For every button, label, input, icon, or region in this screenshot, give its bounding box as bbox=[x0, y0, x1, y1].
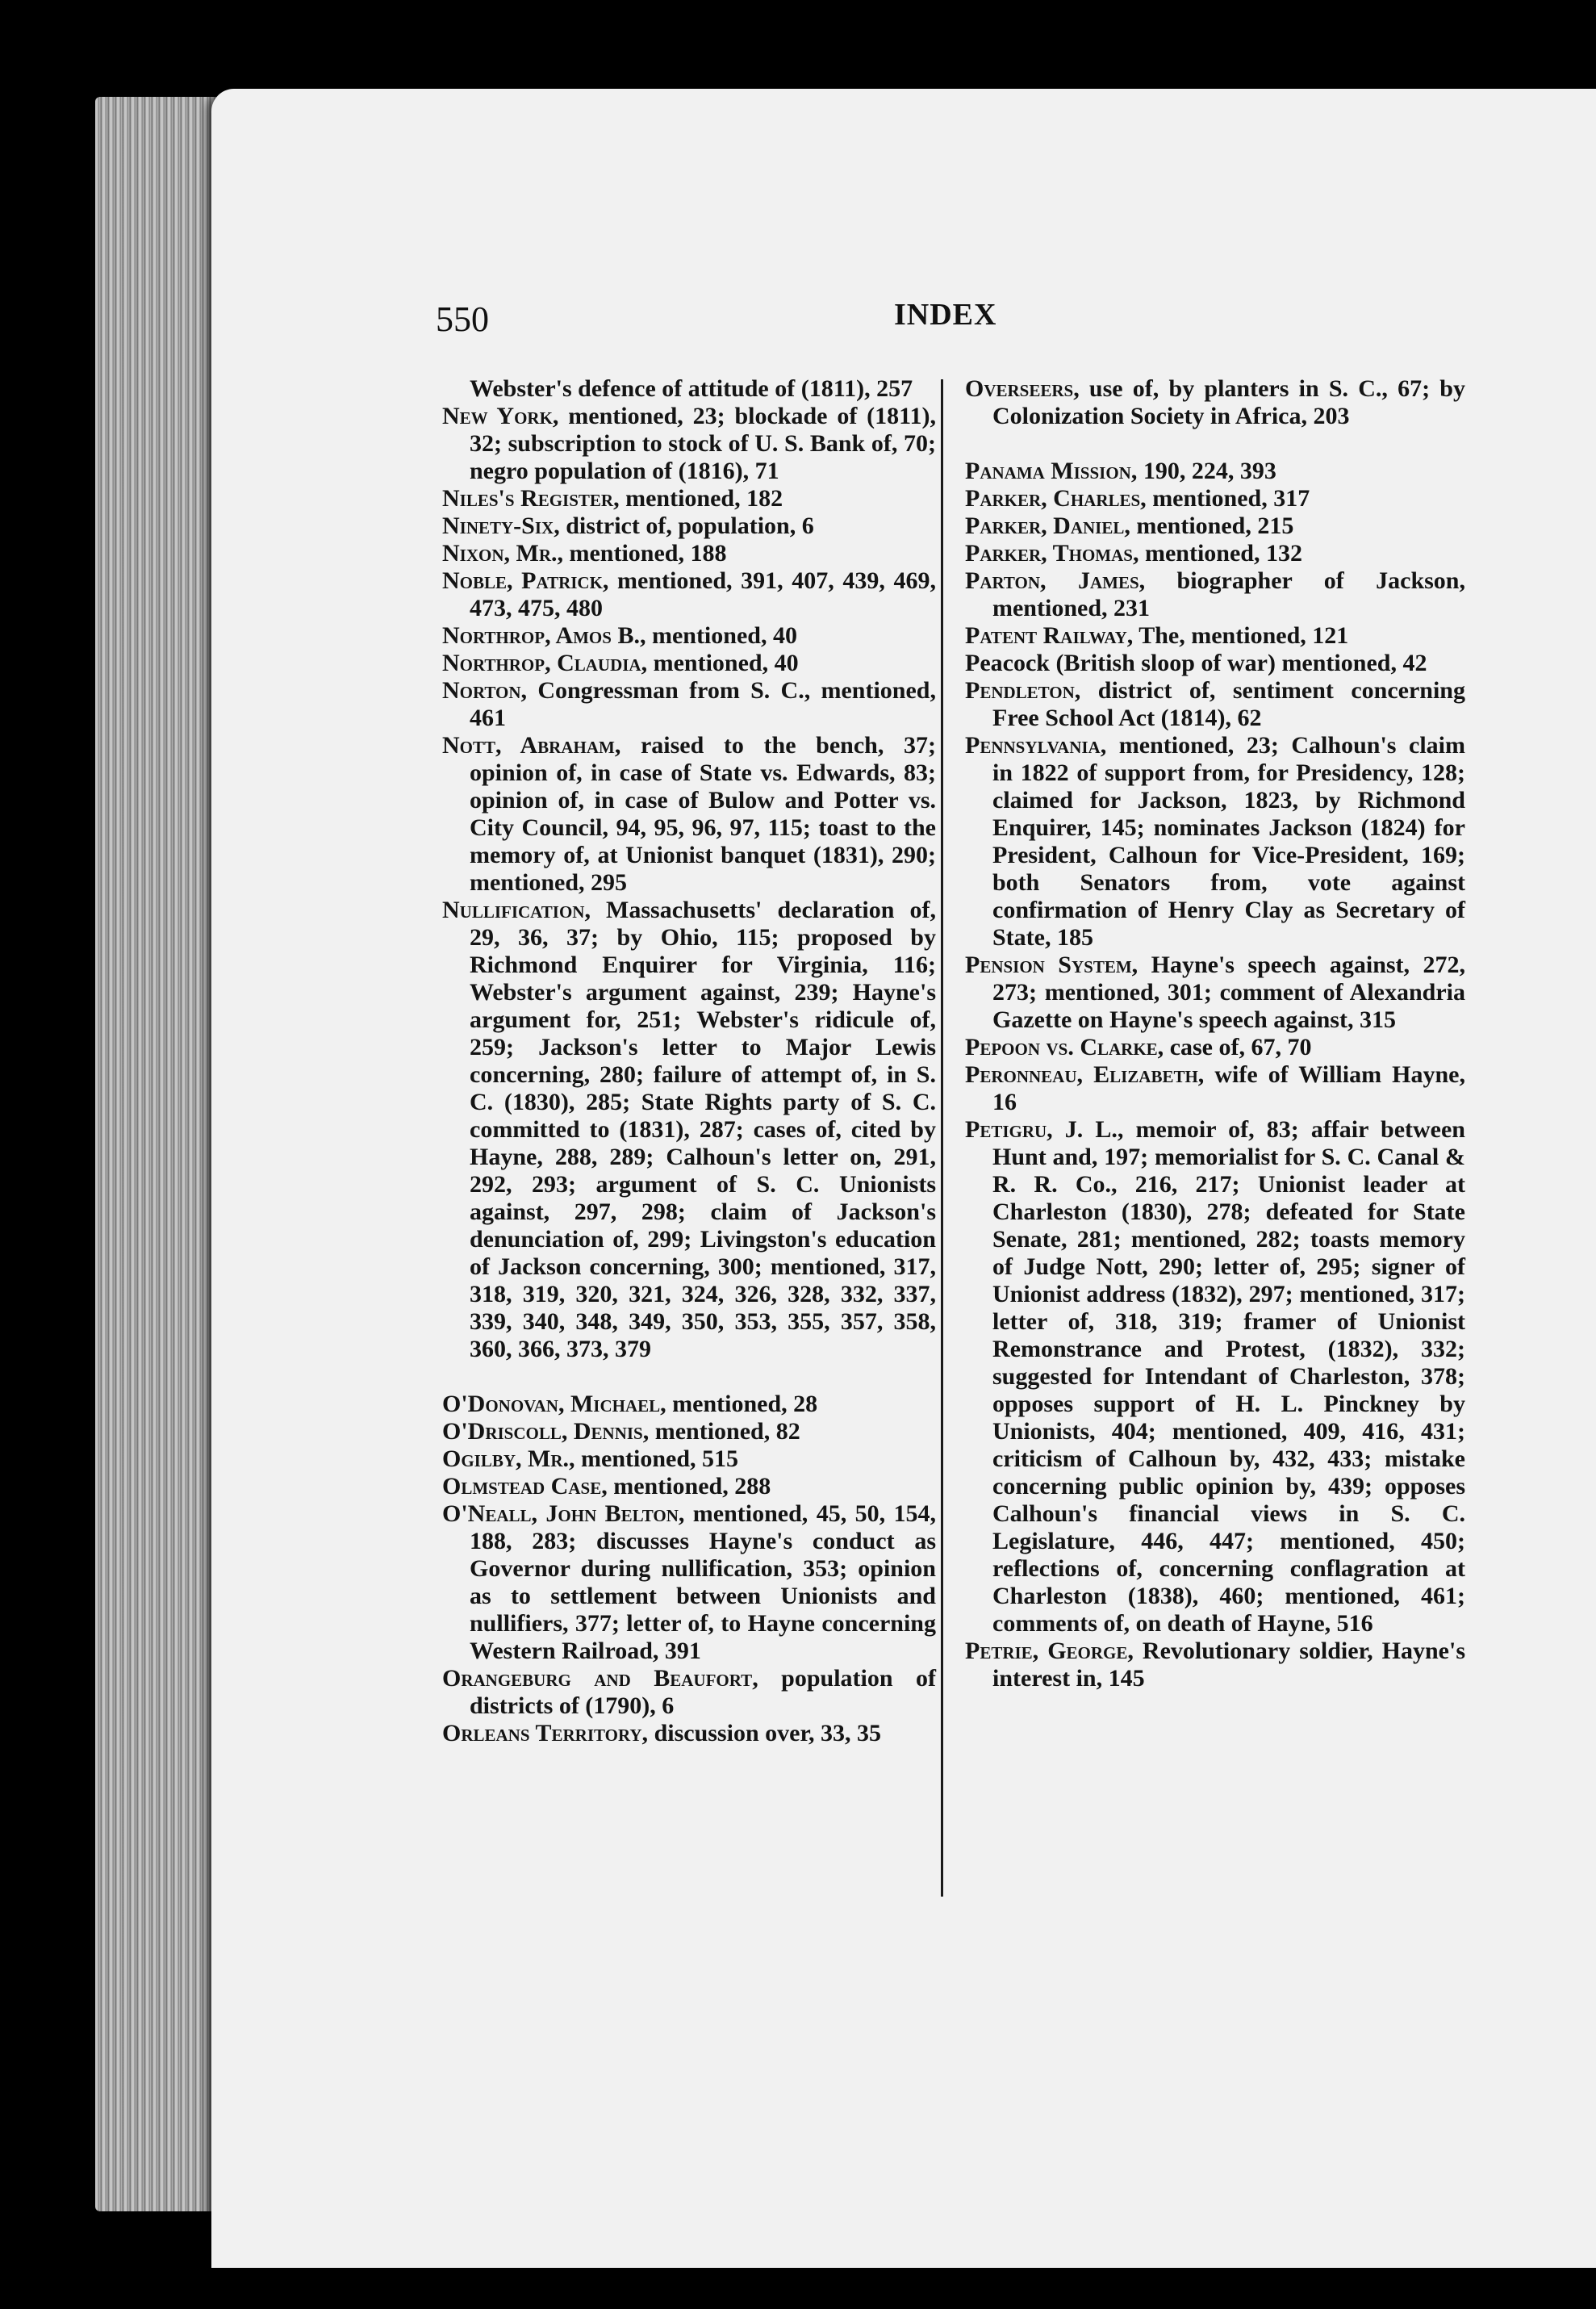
index-text: mentioned, 182 bbox=[619, 485, 783, 512]
index-entry bbox=[442, 1473, 936, 1500]
index-heading: O'Driscoll, Dennis, bbox=[442, 1418, 650, 1445]
index-entry bbox=[965, 375, 1465, 430]
index-text: wife of William Hayne, 16 bbox=[992, 1061, 1465, 1115]
index-entry bbox=[442, 1445, 936, 1473]
index-text: mentioned, 82 bbox=[649, 1418, 800, 1445]
index-text: mentioned, 288 bbox=[607, 1473, 771, 1500]
index-entry bbox=[965, 952, 1465, 1034]
index-heading: Orleans Territory, bbox=[442, 1720, 649, 1746]
index-text: mentioned, 391, 407, 439, 469, 473, 475, 480 bbox=[470, 567, 937, 621]
index-entry bbox=[442, 677, 936, 732]
index-entry bbox=[965, 650, 1465, 677]
index-heading: Orangeburg and Beaufort, bbox=[442, 1665, 758, 1692]
index-entry bbox=[442, 1500, 936, 1665]
index-text: use of, by planters in S. C., 67; by Colonization Society in Africa, 203 bbox=[992, 375, 1465, 429]
index-text: Hayne's speech against, 272, 273; mentioned, 301; comment of Alexandria Gazette on Hayne's speech against, 315 bbox=[992, 952, 1465, 1033]
index-text: mentioned, 23; blockade of (1811), 32; subscription to stock of U. S. Bank of, 70; negro population of (1816), 71 bbox=[470, 403, 937, 484]
index-text: district of, sentiment concerning Free School Act (1814), 62 bbox=[992, 677, 1465, 731]
index-entry bbox=[442, 403, 936, 485]
index-text: biographer of Jackson, mentioned, 231 bbox=[992, 567, 1465, 621]
index-heading: Parker, Thomas, bbox=[965, 540, 1139, 567]
index-text: Congressman from S. C., mentioned, 461 bbox=[470, 677, 936, 731]
index-text: mentioned, 188 bbox=[562, 540, 727, 567]
index-text: population of districts of (1790), 6 bbox=[470, 1665, 936, 1719]
index-heading: Northrop, Claudia, bbox=[442, 650, 648, 676]
index-entry bbox=[442, 1720, 936, 1747]
index-heading: Nott, Abraham, bbox=[442, 732, 621, 759]
index-entry bbox=[965, 1116, 1465, 1638]
entry-gap bbox=[965, 430, 1465, 458]
index-heading: Nixon, Mr., bbox=[442, 540, 563, 567]
index-heading: Petigru, J. L., bbox=[965, 1116, 1124, 1143]
index-text: district of, population, 6 bbox=[559, 512, 814, 539]
index-heading: Olmstead Case, bbox=[442, 1473, 608, 1500]
page-number: 550 bbox=[436, 299, 489, 339]
index-column-right bbox=[965, 375, 1465, 1692]
index-text: mentioned, 515 bbox=[574, 1445, 739, 1472]
index-text: mentioned, 317 bbox=[1146, 485, 1310, 512]
index-text: Massachusetts' declaration of, 29, 36, 37; by Ohio, 115; proposed by Richmond Enquirer for Virginia, 116; Webster's argument against, 239; Hayne's argument for, 251; Webster's ridicule of, 259; Jackson's letter to Major Lewis concerning, 280; failure of attempt of, in S. C. (1830), 285; State Rights party of S. C. committed to (1831), 287; cases of, cited by Hayne, 288, 289; Calhoun's letter on, 291, 292, 293; argument of S. C. Unionists against, 297, 298; claim of Jackson's denunciation of, 299; Livingston's education of Jackson concerning, 300; mentioned, 317, 318, 319, 320, 321, 324, 326, 328, 332, 337, 339, 340, 348, 349, 350, 353, 355, 357, 358, 360, 366, 373, 379 bbox=[470, 897, 936, 1362]
index-heading: Noble, Patrick, bbox=[442, 567, 609, 594]
index-text: mentioned, 40 bbox=[646, 622, 797, 649]
index-heading: Pepoon vs. Clarke, bbox=[965, 1034, 1164, 1060]
index-heading: Peronneau, Elizabeth, bbox=[965, 1061, 1205, 1088]
index-entry bbox=[442, 897, 936, 1363]
index-heading: Parker, Daniel, bbox=[965, 512, 1130, 539]
index-entry bbox=[965, 677, 1465, 732]
index-text: raised to the bench, 37; opinion of, in case of State vs. Edwards, 83; opinion of, in case of Bulow and Potter vs. City Council, 94, 95, 96, 97, 115; toast to the memory of, at Unionist banquet (1831), 290; mentioned, 295 bbox=[470, 732, 936, 896]
index-text: Webster's defence of attitude of (1811), 257 bbox=[470, 375, 913, 402]
index-heading: O'Neall, John Belton, bbox=[442, 1500, 685, 1527]
index-heading: Patent Railway, bbox=[965, 622, 1134, 649]
index-heading: Niles's Register, bbox=[442, 485, 620, 512]
index-heading: Parton, James, bbox=[965, 567, 1146, 594]
index-heading: Norton, bbox=[442, 677, 528, 704]
index-entry bbox=[442, 622, 936, 650]
index-text: mentioned, 45, 50, 154, 188, 283; discusses Hayne's conduct as Governor during nullification, 353; opinion as to settlement between Unionists and nullifiers, 377; letter of, to Hayne concerning Western Railroad, 391 bbox=[470, 1500, 936, 1664]
index-entry bbox=[965, 1638, 1465, 1692]
index-heading: New York, bbox=[442, 403, 559, 429]
index-entry bbox=[965, 1061, 1465, 1116]
index-entry bbox=[965, 540, 1465, 567]
index-text: mentioned, 215 bbox=[1130, 512, 1294, 539]
index-entry bbox=[442, 512, 936, 540]
index-entry bbox=[442, 1665, 936, 1720]
index-heading: Panama Mission, bbox=[965, 458, 1138, 484]
index-text: case of, 67, 70 bbox=[1164, 1034, 1312, 1060]
index-heading: Ogilby, Mr., bbox=[442, 1445, 575, 1472]
index-entry bbox=[442, 1418, 936, 1445]
index-entry bbox=[442, 1391, 936, 1418]
index-text: memoir of, 83; affair between Hunt and, 197; memorialist for S. C. Canal & R. R. Co., 216, 217; Unionist leader at Charleston (1830), 278; defeated for State Senate, 281; mentioned, 282; toasts memory of Judge Nott, 290; letter of, 295; signer of Unionist address (1832), 297; mentioned, 317; letter of, 318, 319; framer of Unionist Remonstrance and Protest, (1832), 332; suggested for Intendant of Charleston, 378; opposes support of H. L. Pinckney by Unionists, 404; mentioned, 409, 416, 431; criticism of Calhoun by, 432, 433; mistake concerning public opinion by, 439; opposes Calhoun's financial views in S. C. Legislature, 446, 447; mentioned, 450; reflections of, concerning conflagration at Charleston (1838), 460; mentioned, 461; comments of, on death of Hayne, 516 bbox=[992, 1116, 1465, 1637]
index-text: mentioned, 132 bbox=[1139, 540, 1302, 567]
page-header bbox=[436, 291, 1549, 339]
index-text: mentioned, 23; Calhoun's claim in 1822 of support from, for Presidency, 128; claimed for Jackson, 1823, by Richmond Enquirer, 145; nominates Jackson (1824) for President, Calhoun for Vice-President, 169; both Senators from, vote against confirmation of Henry Clay as Secretary of State, 185 bbox=[992, 732, 1465, 951]
index-text: mentioned, 28 bbox=[666, 1391, 818, 1417]
index-heading: Pension System, bbox=[965, 952, 1139, 978]
index-entry bbox=[965, 512, 1465, 540]
index-entry bbox=[965, 1034, 1465, 1061]
index-heading: Nullification, bbox=[442, 897, 591, 923]
index-text: discussion over, 33, 35 bbox=[648, 1720, 882, 1746]
index-entry bbox=[965, 622, 1465, 650]
index-entry bbox=[442, 732, 936, 897]
index-entry bbox=[442, 540, 936, 567]
index-text: The, mentioned, 121 bbox=[1133, 622, 1349, 649]
index-heading: Northrop, Amos B., bbox=[442, 622, 646, 649]
book-page-edges bbox=[95, 97, 216, 2211]
index-heading: Petrie, George, bbox=[965, 1638, 1134, 1664]
index-column-left bbox=[442, 375, 936, 1747]
index-entry bbox=[965, 732, 1465, 952]
index-text: mentioned, 40 bbox=[647, 650, 799, 676]
entry-gap bbox=[442, 1363, 936, 1391]
index-entry bbox=[442, 485, 936, 512]
index-text: Peacock (British sloop of war) mentioned, 42 bbox=[965, 650, 1427, 676]
index-heading: Pennsylvania, bbox=[965, 732, 1107, 759]
index-entry bbox=[442, 650, 936, 677]
column-divider bbox=[941, 379, 943, 1897]
index-heading: Ninety-Six, bbox=[442, 512, 560, 539]
index-text: 190, 224, 393 bbox=[1137, 458, 1276, 484]
index-heading: O'Donovan, Michael, bbox=[442, 1391, 666, 1417]
index-heading: Parker, Charles, bbox=[965, 485, 1147, 512]
page-title: INDEX bbox=[894, 298, 997, 332]
index-entry bbox=[965, 458, 1465, 485]
index-text: Revolutionary soldier, Hayne's interest in, 145 bbox=[992, 1638, 1466, 1692]
index-entry bbox=[442, 375, 936, 403]
index-heading: Overseers, bbox=[965, 375, 1080, 402]
index-heading: Pendleton, bbox=[965, 677, 1081, 704]
index-entry bbox=[442, 567, 936, 622]
index-entry bbox=[965, 485, 1465, 512]
index-entry bbox=[965, 567, 1465, 622]
